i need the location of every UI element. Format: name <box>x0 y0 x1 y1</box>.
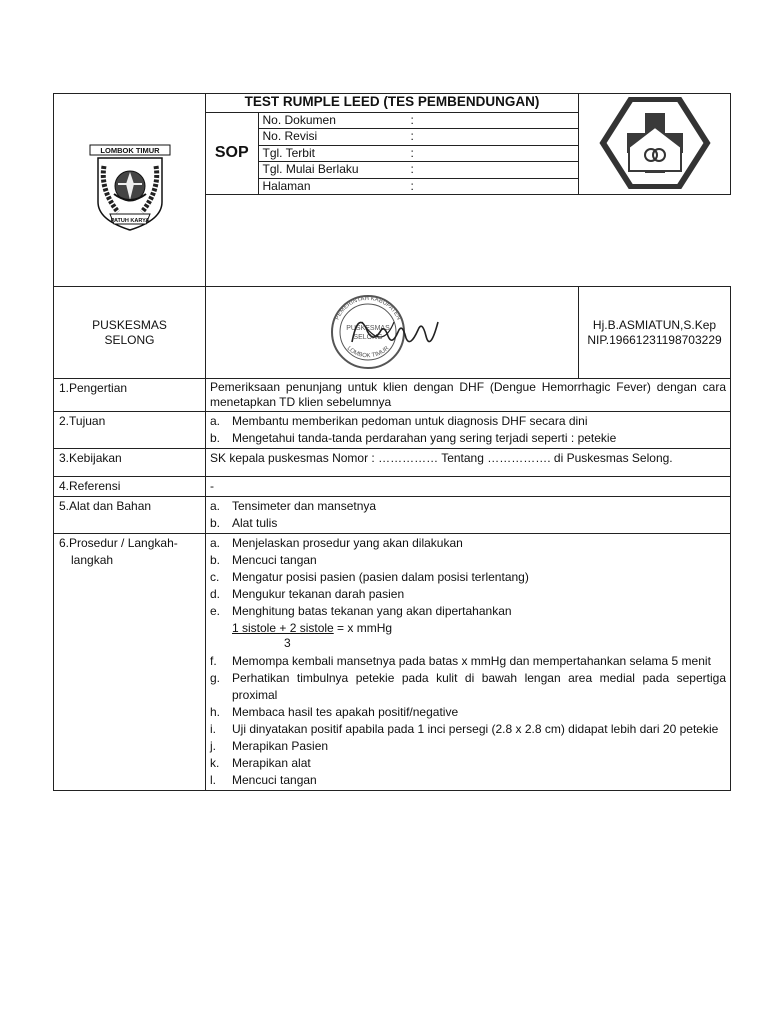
stamp-bottom-text: LOMBOK TIMUR <box>345 345 391 360</box>
list-item: e. Menghitung batas tekanan yang akan dipertahankan <box>210 604 512 618</box>
meta-colon: : <box>410 178 414 193</box>
row-text: Pemeriksaan penunjang untuk klien dengan DHF (Dengue Hemorrhagic Fever) dengan cara menetapkan TD klien sebelumnya <box>206 379 731 412</box>
sop-document <box>53 93 730 791</box>
row-referensi <box>54 477 731 497</box>
stamp-inner-line-2: SELONG <box>353 334 383 341</box>
list-item: c. Mengatur posisi pasien (pasien dalam posisi terlentang) <box>210 570 529 584</box>
sop-label: SOP <box>206 112 258 194</box>
formula <box>210 620 726 637</box>
org-line-1: PUSKESMAS <box>92 317 167 332</box>
row-list <box>206 412 731 449</box>
row-pengertian <box>54 379 731 412</box>
row-label: 5.Alat dan Bahan <box>54 497 206 534</box>
row-label: 3.Kebijakan <box>54 449 206 477</box>
list-item: a. Menjelaskan prosedur yang akan dilakukan <box>210 536 463 550</box>
list-item: j. Merapikan Pasien <box>210 739 329 753</box>
title-meta-cell <box>206 94 579 195</box>
list-item: i. Uji dinyatakan positif apabila pada 1 inci persegi (2.8 x 2.8 cm) didapat lebih dari 20 petekie <box>210 722 719 736</box>
meta-colon: : <box>410 112 414 127</box>
list-item: k. Merapikan alat <box>210 756 311 770</box>
authorization-row <box>53 286 731 379</box>
puskesmas-logo-cell <box>579 94 731 195</box>
list-item: a. Tensimeter dan mansetnya <box>210 499 377 513</box>
document-title: TEST RUMPLE LEED (TES PEMBENDUNGAN) <box>206 94 578 112</box>
list-item: l. Mencuci tangan <box>210 773 317 787</box>
row-kebijakan <box>54 449 731 477</box>
row-text: SK kepala puskesmas Nomor : …………… Tentang ……………. di Puskesmas Selong. <box>206 449 731 477</box>
list-item: f. Memompa kembali mansetnya pada batas x mmHg dan mempertahankan selama 5 menit <box>210 654 711 668</box>
meta-label-tgl-mulai-berlaku: Tgl. Mulai Berlaku <box>262 162 359 176</box>
row-label: 4.Referensi <box>54 477 206 497</box>
list-item: d. Mengukur tekanan darah pasien <box>210 587 405 601</box>
regency-logo-cell <box>54 94 206 287</box>
meta-colon: : <box>410 145 414 160</box>
list-item: b. Mengetahui tanda-tanda perdarahan yang sering terjadi seperti : petekie <box>210 431 617 445</box>
row-prosedur <box>54 534 731 791</box>
sop-header <box>53 93 731 287</box>
logo-text-top: LOMBOK TIMUR <box>99 145 160 155</box>
svg-text:LOMBOK TIMUR <box>346 345 391 359</box>
head-nip: NIP.19661231198703229 <box>587 332 722 347</box>
puskesmas-logo <box>599 97 711 189</box>
row-label: 2.Tujuan <box>54 412 206 449</box>
lombok-timur-logo <box>84 144 176 234</box>
row-alat-dan-bahan <box>54 497 731 534</box>
meta-label-halaman: Halaman <box>262 178 311 193</box>
organization-name <box>54 287 206 379</box>
row-list <box>206 497 731 534</box>
formula-numerator: 1 sistole + 2 sistole <box>232 621 334 635</box>
procedure-steps <box>206 534 731 791</box>
sop-content-table <box>53 378 731 791</box>
org-line-2: SELONG <box>104 332 155 347</box>
list-item: h. Membaca hasil tes apakah positif/negative <box>210 705 459 719</box>
stamp-signature-cell <box>206 287 579 379</box>
row-tujuan <box>54 412 731 449</box>
list-item: b. Alat tulis <box>210 516 278 530</box>
formula-rest: = x mmHg <box>333 621 393 635</box>
stamp-top-text: PEMERINTAH KABUPATEN <box>334 295 402 322</box>
row-text: - <box>206 477 731 497</box>
list-item: b. Mencuci tangan <box>210 553 317 567</box>
meta-colon: : <box>410 129 414 143</box>
stamp-inner-line-1: PUSKESMAS <box>346 325 390 332</box>
head-name: Hj.B.ASMIATUN,S.Kep <box>592 317 717 332</box>
head-of-puskesmas <box>579 287 731 379</box>
formula-denominator: 3 <box>284 636 291 650</box>
list-item: g. Perhatikan timbulnya petekie pada kulit di bawah lengan area medial pada sepertiga proximal <box>210 671 726 702</box>
official-stamp-signature <box>322 292 462 370</box>
list-item: a. Membantu memberikan pedoman untuk diagnosis DHF secara dini <box>210 414 588 428</box>
row-label: 6.Prosedur / Langkah- langkah <box>54 534 206 791</box>
meta-label-no-revisi: No. Revisi <box>262 129 318 143</box>
row-label: 1.Pengertian <box>54 379 206 412</box>
meta-colon: : <box>410 162 414 176</box>
meta-label-tgl-terbit: Tgl. Terbit <box>262 145 315 160</box>
meta-label-no-dokumen: No. Dokumen <box>262 112 336 127</box>
logo-text-bottom: PATUH KARYA <box>110 217 149 224</box>
